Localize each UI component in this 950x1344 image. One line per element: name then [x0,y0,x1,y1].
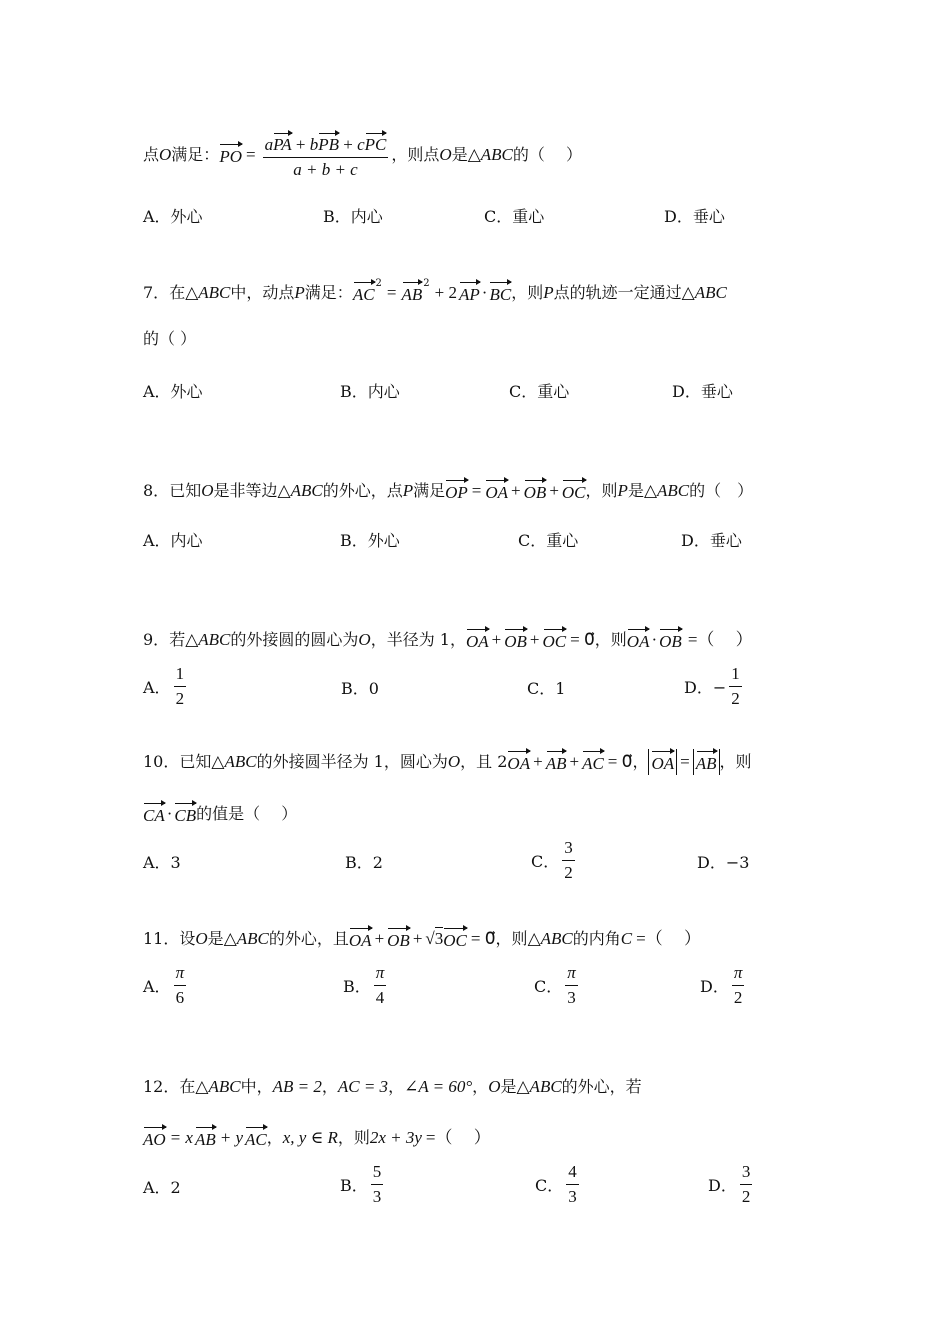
q12-stem: 12． 在 △ABC 中， AB = 2 ， AC = 3 ， ∠A = 60° ， O 是 △ABC 的外心，若 [143,1077,642,1096]
q9-option-c[interactable]: C．1 [527,679,566,698]
q6-option-d[interactable]: D．垂心 [664,207,725,226]
q9-option-d[interactable]: D．− $\frac{1}{2}$ [684,664,740,708]
q10-option-a[interactable]: A．3 [143,853,181,872]
q7-option-a[interactable]: A．外心 [143,382,203,401]
q7-option-d[interactable]: D．垂心 [672,382,733,401]
q8-option-b[interactable]: B．外心 [340,531,400,550]
q8-option-c[interactable]: C．重心 [518,531,579,550]
q7-option-c[interactable]: C．重心 [509,382,570,401]
q6-option-a[interactable]: A．外心 [143,207,203,226]
q9-stem: 9． 若 △ABC 的外接圆的圆心为 O ，半径为 1， OA + OB + OC = 0⃗ ，则 OA · OB =（ ） [143,627,753,653]
q9-option-a[interactable]: A． $\frac{1}{2}$ [143,664,185,708]
q11-option-b[interactable]: B． $\frac{\pi}{4}$ [343,963,385,1007]
q9-option-b[interactable]: B．0 [341,679,379,698]
vector-po: PO [219,142,242,168]
q11-option-d[interactable]: D． $\frac{\pi}{2}$ [700,963,743,1007]
q10-option-b[interactable]: B．2 [345,853,383,872]
q10-stem: 10． 已知 △ABC 的外接圆半径为 1，圆心为 O ，且 2 OA + AB + AC = 0⃗ ， OA = AB ，则 [143,749,752,775]
q8-stem: 8． 已知 O 是非等边 △ABC 的外心，点 P 满足 OP = OA + OB + OC ，则 P 是 △ABC 的（ ） [143,478,753,504]
q6-stem: 点 O 满足： PO = $\frac{\text{aPA + bPB + cPC}}{a + b + c}$ ，则点 O 是 △ABC 的（ ） [143,131,582,179]
q8-option-a[interactable]: A．内心 [143,531,203,550]
q6-option-c[interactable]: C．重心 [484,207,545,226]
q6-fraction: $\frac{\text{aPA + bPB + cPC}}{a + b + c}$ [263,131,389,180]
q12-option-c[interactable]: C． $\frac{4}{3}$ [535,1162,577,1206]
q12-option-b[interactable]: B． $\frac{5}{3}$ [340,1162,382,1206]
q11-option-c[interactable]: C． $\frac{\pi}{3}$ [534,963,576,1007]
q10-option-d[interactable]: D．−3 [697,853,750,872]
q7-stem: 7． 在 △ABC 中，动点 P 满足： AC 2 = AB 2 + 2 AP · BC ，则 P 点的轨迹一定通过 △ABC [143,278,727,304]
q11-option-a[interactable]: A． $\frac{\pi}{6}$ [143,963,185,1007]
q6-option-b[interactable]: B．内心 [323,207,383,226]
sqrt-symbol: √3 [425,929,444,948]
q10-stem-line2: CA · CB 的值是（ ） [143,801,297,827]
q12-stem-line2: AO = x AB + y AC ， x, y ∈ R ，则 2x + 3y =（ ） [143,1125,491,1151]
q7-stem-line2: 的（ ） [143,329,197,348]
q10-option-c[interactable]: C． $\frac{3}{2}$ [531,838,573,882]
q12-option-d[interactable]: D． $\frac{3}{2}$ [708,1162,751,1206]
q11-stem: 11． 设 O 是 △ABC 的外心，且 OA + OB + √3 OC = 0⃗ ，则 △ABC 的内角 C =（ ） [143,926,701,952]
q7-option-b[interactable]: B．内心 [340,382,400,401]
q12-option-a[interactable]: A．2 [143,1178,181,1197]
q8-option-d[interactable]: D．垂心 [681,531,742,550]
